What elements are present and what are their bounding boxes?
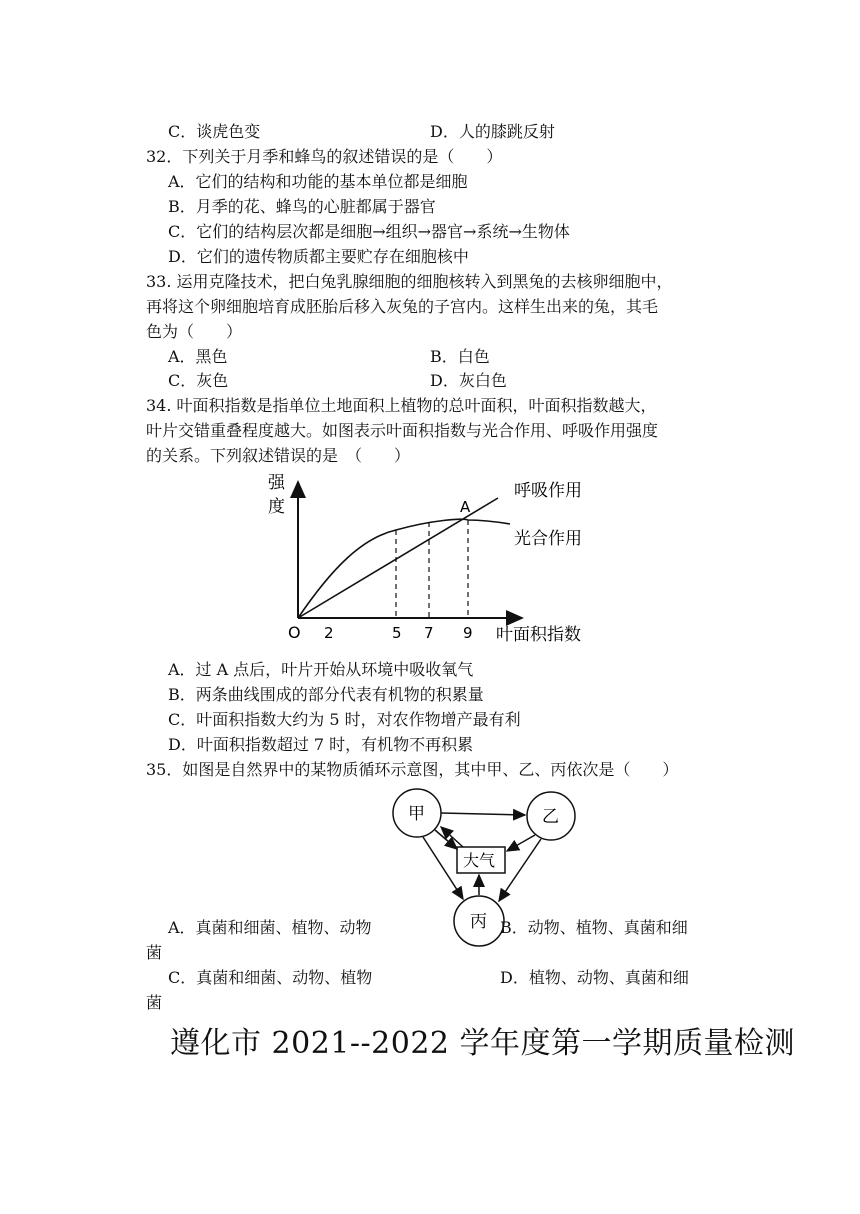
question-32-option-c: C．它们的结构层次都是细胞→组织→器官→系统→生物体 bbox=[168, 222, 570, 241]
photosynthesis-label: 光合作用 bbox=[514, 529, 582, 549]
question-32-option-a: A．它们的结构和功能的基本单位都是细胞 bbox=[168, 172, 468, 191]
atmosphere-label: 大气 bbox=[463, 851, 496, 870]
question-33-option-c: C．灰色 bbox=[168, 371, 229, 390]
photosynthesis-curve bbox=[298, 519, 510, 618]
node-yi-label: 乙 bbox=[542, 807, 559, 827]
tick-5: 5 bbox=[392, 624, 402, 642]
tick-7: 7 bbox=[424, 624, 434, 642]
arrow-yi-air bbox=[507, 835, 535, 851]
y-label-2: 度 bbox=[268, 497, 285, 517]
question-35-option-c-wrap: 菌 bbox=[146, 993, 163, 1012]
question-34-option-c: C．叶面积指数大约为 5 时，对农作物增产最有利 bbox=[168, 710, 521, 729]
option-c-prev: C．谈虎色变 bbox=[168, 122, 261, 141]
point-a-label: A bbox=[460, 498, 471, 516]
tick-2: 2 bbox=[324, 624, 334, 642]
node-bing-label: 丙 bbox=[470, 912, 487, 932]
arrow-jia-yi bbox=[441, 813, 525, 815]
question-35-option-a-wrap: 菌 bbox=[146, 943, 163, 962]
leaf-area-index-figure bbox=[262, 468, 602, 650]
question-35-option-c: C．真菌和细菌、动物、植物 bbox=[168, 968, 373, 987]
question-32-option-b: B．月季的花、蜂鸟的心脏都属于器官 bbox=[168, 197, 436, 216]
question-33-option-a: A．黑色 bbox=[168, 347, 228, 366]
question-35-stem: 35．如图是自然界中的某物质循环示意图，其中甲、乙、丙依次是（ ） bbox=[146, 760, 679, 779]
question-35-option-b: B．动物、植物、真菌和细 bbox=[500, 918, 688, 937]
option-d-prev: D．人的膝跳反射 bbox=[430, 122, 555, 141]
question-34-stem-line1: 34. 叶面积指数是指单位土地面积上植物的总叶面积，叶面积指数越大， bbox=[146, 396, 657, 415]
question-34-stem-line2: 叶片交错重叠程度越大。如图表示叶面积指数与光合作用、呼吸作用强度 bbox=[146, 421, 659, 440]
question-34-option-a: A．过 A 点后，叶片开始从环境中吸收氧气 bbox=[168, 660, 474, 679]
question-33-option-d: D．灰白色 bbox=[430, 371, 507, 390]
tick-9: 9 bbox=[463, 624, 473, 642]
question-35-option-d: D．植物、动物、真菌和细 bbox=[500, 968, 689, 987]
question-33-stem-line2: 再将这个卵细胞培育成胚胎后移入灰兔的子宫内。这样生出来的兔，其毛 bbox=[146, 297, 659, 316]
question-33-option-b: B．白色 bbox=[430, 347, 490, 366]
question-35-option-a: A．真菌和细菌、植物、动物 bbox=[168, 918, 372, 937]
y-label-1: 强 bbox=[268, 473, 285, 493]
origin-label: O bbox=[288, 623, 301, 642]
exam-title: 遵化市 2021--2022 学年度第一学期质量检测 bbox=[170, 1026, 796, 1061]
question-32-stem: 32．下列关于月季和蜂鸟的叙述错误的是（ ） bbox=[146, 147, 503, 166]
respiration-label: 呼吸作用 bbox=[514, 481, 582, 501]
question-34-option-b: B．两条曲线围成的部分代表有机物的积累量 bbox=[168, 685, 484, 704]
question-33-stem-line3: 色为（ ） bbox=[146, 322, 243, 341]
x-axis-label: 叶面积指数 bbox=[496, 625, 581, 645]
question-33-stem-line1: 33. 运用克隆技术，把白兔乳腺细胞的细胞核转入到黑兔的去核卵细胞中， bbox=[146, 272, 673, 291]
question-32-option-d: D．它们的遗传物质都主要贮存在细胞核中 bbox=[168, 247, 469, 266]
node-jia-label: 甲 bbox=[408, 804, 425, 824]
question-34-stem-line3: 的关系。下列叙述错误的是 （ ） bbox=[146, 446, 411, 465]
question-34-option-d: D．叶面积指数超过 7 时，有机物不再积累 bbox=[168, 735, 474, 754]
